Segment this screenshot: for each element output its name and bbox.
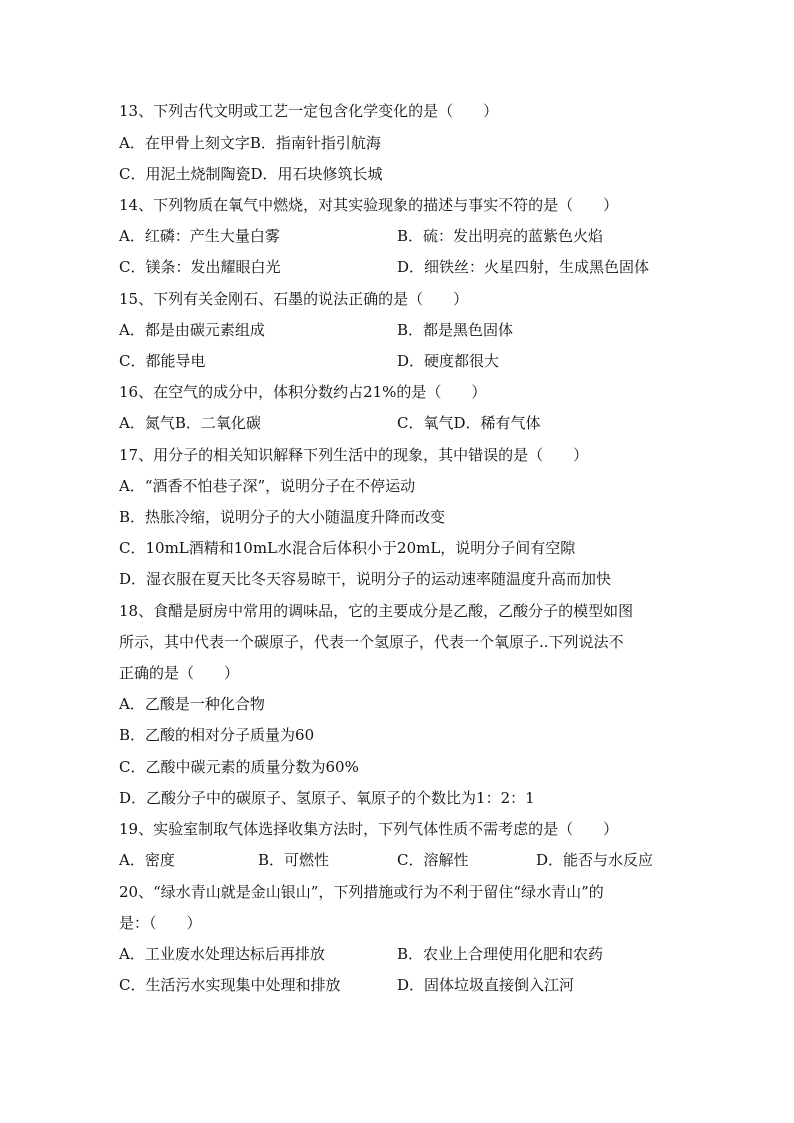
question-13-option-ab: A．在甲骨上刻文字B．指南针指引航海	[119, 134, 381, 152]
question-14-option-b: B．硫：发出明亮的蓝紫色火焰	[397, 227, 604, 245]
question-19-option-c: C．溶解性	[397, 851, 469, 869]
question-14-stem: 14、下列物质在氧气中燃烧，对其实验现象的描述与事实不符的是（ ）	[119, 196, 619, 214]
question-16-option-cd: C．氧气D．稀有气体	[397, 414, 541, 432]
question-18-option-b: B．乙酸的相对分子质量为60	[119, 726, 315, 744]
question-20-option-a: A．工业废水处理达标后再排放	[119, 945, 325, 963]
question-15-option-c: C．都能导电	[119, 352, 206, 370]
question-18-stem-line-2: 所示，其中代表一个碳原子，代表一个氢原子，代表一个氧原子..下列说法不	[119, 633, 624, 651]
question-16-option-ab: A．氮气B．二氧化碳	[119, 414, 261, 432]
question-17-option-c: C．10mL酒精和10mL水混合后体积小于20mL，说明分子间有空隙	[119, 539, 576, 557]
question-15-option-b: B．都是黑色固体	[397, 321, 514, 339]
question-19-option-b: B．可燃性	[258, 851, 330, 869]
question-15-stem: 15、下列有关金刚石、石墨的说法正确的是（ ）	[119, 290, 469, 308]
question-14-option-d: D．细铁丝：火星四射，生成黑色固体	[397, 258, 650, 276]
question-19-option-a: A．密度	[119, 851, 175, 869]
question-19-option-d: D．能否与水反应	[536, 851, 654, 869]
question-17-stem: 17、用分子的相关知识解释下列生活中的现象，其中错误的是（ ）	[119, 446, 589, 464]
question-20-option-c: C．生活污水实现集中处理和排放	[119, 976, 341, 994]
question-17-option-a: A．“酒香不怕巷子深”，说明分子在不停运动	[119, 477, 416, 495]
question-16-stem: 16、在空气的成分中，体积分数约占21%的是（ ）	[119, 383, 487, 401]
question-19-stem: 19、实验室制取气体选择收集方法时，下列气体性质不需考虑的是（ ）	[119, 820, 619, 838]
question-20-stem-line-2: 是：（ ）	[119, 914, 202, 932]
question-18-option-c: C．乙酸中碳元素的质量分数为60%	[119, 758, 359, 776]
question-15-option-a: A．都是由碳元素组成	[119, 321, 265, 339]
question-18-stem-line-3: 正确的是（ ）	[119, 664, 240, 682]
question-14-option-a: A．红磷：产生大量白雾	[119, 227, 280, 245]
question-17-option-b: B．热胀冷缩，说明分子的大小随温度升降而改变	[119, 508, 446, 526]
question-14-option-c: C．镁条：发出耀眼白光	[119, 258, 281, 276]
question-18-option-d: D．乙酸分子中的碳原子、氢原子、氧原子的个数比为1：2：1	[119, 789, 535, 807]
question-17-option-d: D．湿衣服在夏天比冬天容易晾干，说明分子的运动速率随温度升高而加快	[119, 570, 612, 588]
question-13-stem: 13、下列古代文明或工艺一定包含化学变化的是（ ）	[119, 102, 499, 120]
question-15-option-d: D．硬度都很大	[397, 352, 500, 370]
question-20-option-d: D．固体垃圾直接倒入江河	[397, 976, 575, 994]
question-20-stem-line-1: 20、“绿水青山就是金山银山”，下列措施或行为不利于留住“绿水青山”的	[119, 883, 604, 901]
question-13-option-cd: C．用泥土烧制陶瓷D．用石块修筑长城	[119, 165, 383, 183]
question-18-stem-line-1: 18、食醋是厨房中常用的调味品，它的主要成分是乙酸，乙酸分子的模型如图	[119, 602, 634, 620]
question-20-option-b: B．农业上合理使用化肥和农药	[397, 945, 604, 963]
question-18-option-a: A．乙酸是一种化合物	[119, 695, 265, 713]
